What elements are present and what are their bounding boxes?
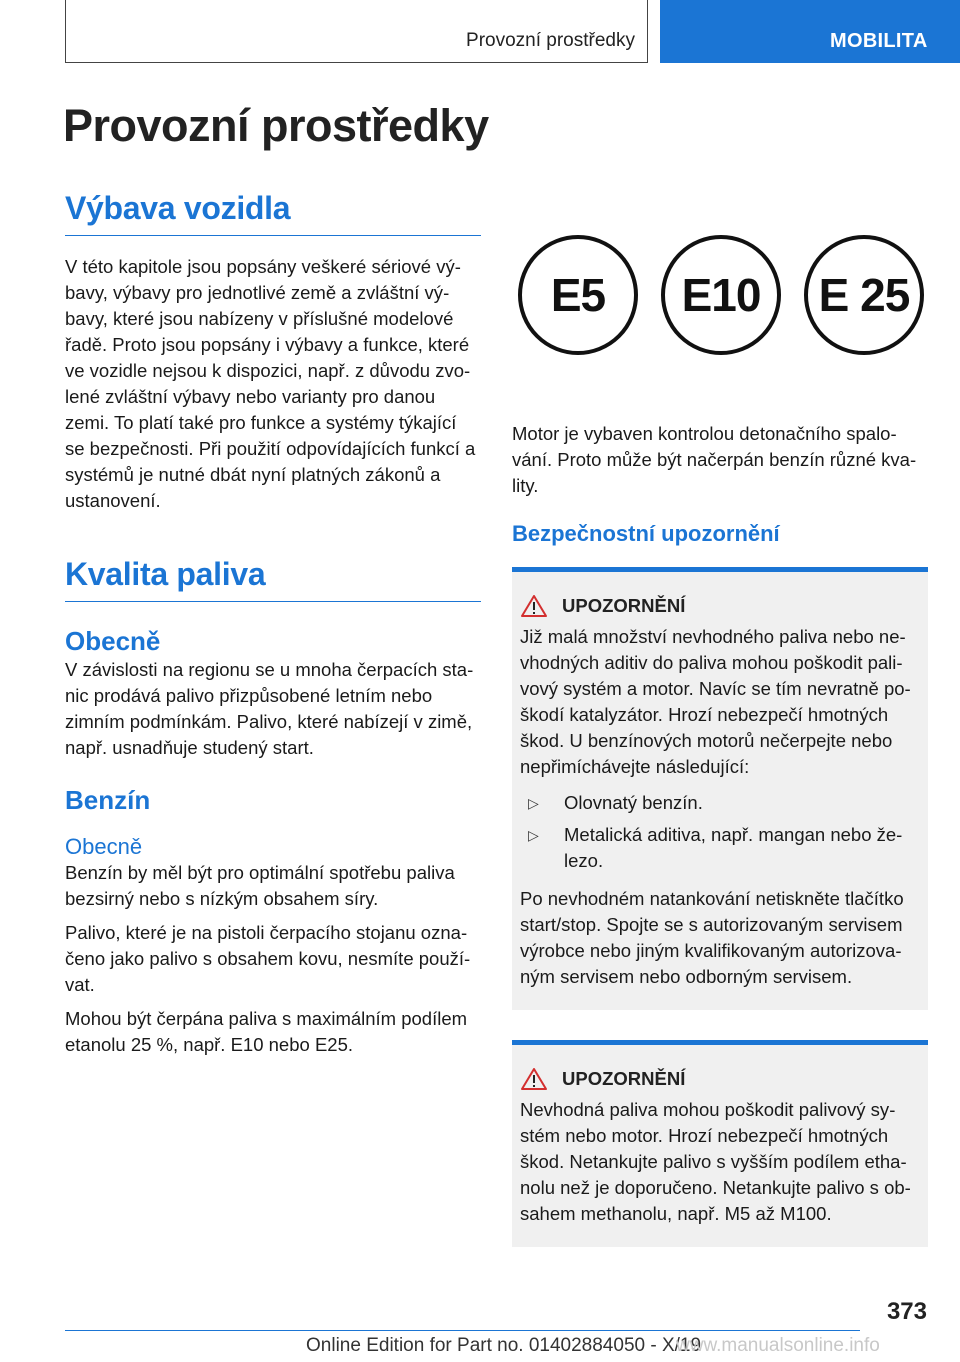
footer-edition: Online Edition for Part no. 01402884050 - X/19	[306, 1335, 702, 1356]
footer-watermark: www.manualsonline.info	[676, 1335, 880, 1356]
subheading-obecne: Obecně	[65, 626, 161, 656]
warning-2-title: UPOZORNĚNÍ	[562, 1068, 686, 1089]
fuel-badges	[518, 235, 924, 355]
warning-triangle-icon	[520, 1067, 548, 1091]
warning-1-text-2: Po nevhodném natankování netiskněte tlačítko start/stop. Spojte se s autorizovaným servisem výrobce nebo jiným kvalifikovaným autorizovaným servisem nebo odborným servisem.	[520, 888, 904, 987]
section-heading-kvalita: Kvalita paliva	[65, 556, 481, 602]
warning-1-list	[520, 790, 920, 874]
list-item: ▷ Olovnatý benzín.	[520, 790, 920, 816]
vybava-text: V této kapitole jsou popsány veškeré sériové výbavy, výbavy pro jednotlivé země a zvláštní výbavy, které jsou nabízeny v příslušné modelové řadě. Proto jsou popsány i výbavy a funkce, které ve vozidle nejsou k dispozici, např. z důvodu zvolené zvláštní výbavy nebo varianty pro danou zemi. To platí také pro funkce a systémy týkající se bezpečnosti. Při použití odpovídajících funkcí a systémů je nutné dbát nyní platných zákonů a ustanovení.	[65, 256, 476, 511]
subheading-benzin-obecne: Obecně	[65, 834, 143, 859]
obecne-text: V závislosti na regionu se u mnoha čerpacích stanic prodává palivo přizpůsobené letním nebo zimním podmínkám. Palivo, které nabízejí v zimě, např. usnadňuje studený start.	[65, 659, 474, 758]
benzin-text-3: Mohou být čerpána paliva s maximálním podílem etanolu 25 %, např. E10 nebo E25.	[65, 1008, 468, 1055]
benzin-text-1: Benzín by měl být pro optimální spotřebu paliva bezsirný nebo s nízkým obsahem síry.	[65, 862, 455, 909]
fuel-badge-e5: E5	[518, 235, 638, 355]
warning-1-text: Již malá množství nevhodného paliva nebo nevhodných aditiv do paliva mohou poškodit palivový systém a motor. Navíc se tím nevratně poškodí katalyzátor. Hrozí nebezpečí hmotných škod. U benzínových motorů nečerpejte nebo nepřimíchávejte následující:	[520, 626, 911, 777]
subheading-safety: Bezpečnostní upozornění	[512, 521, 780, 546]
warning-box-2	[512, 1040, 928, 1247]
header-section-tab: MOBILITA	[660, 0, 960, 63]
warning-triangle-icon	[520, 594, 548, 618]
left-column	[65, 190, 481, 1058]
warning-1-title: UPOZORNĚNÍ	[562, 595, 686, 616]
list-item: ▷ Metalická aditiva, např. mangan nebo železo.	[520, 822, 920, 874]
header-chapter-title: Provozní prostředky	[466, 30, 635, 51]
warning-2-text: Nevhodná paliva mohou poškodit palivový systém nebo motor. Hrozí nebezpečí hmotných škod. Netankujte palivo s vyšším podílem ethanolu než je doporučeno. Netankujte palivo s obsahem methanolu, např. M5 až M100.	[520, 1099, 911, 1224]
benzin-text-2: Palivo, které je na pistoli čerpacího stojanu označeno jako palivo s obsahem kovu, nesmíte používat.	[65, 922, 471, 995]
subheading-benzin: Benzín	[65, 785, 151, 815]
header-chapter-box	[65, 0, 648, 63]
bullet-triangle-icon: ▷	[528, 827, 539, 843]
warning-box-1	[512, 567, 928, 1010]
fuel-badge-e25: E 25	[804, 235, 924, 355]
motor-text: Motor je vybaven kontrolou detonačního spalování. Proto může být načerpán benzín různé kvality.	[512, 423, 917, 496]
right-column	[512, 235, 928, 1247]
fuel-badge-e10: E10	[661, 235, 781, 355]
bullet-triangle-icon: ▷	[528, 795, 539, 811]
footer-divider	[65, 1330, 860, 1331]
page-title: Provozní prostředky	[63, 100, 489, 151]
section-heading-vybava: Výbava vozidla	[65, 190, 481, 236]
page-number: 373	[886, 1298, 927, 1325]
